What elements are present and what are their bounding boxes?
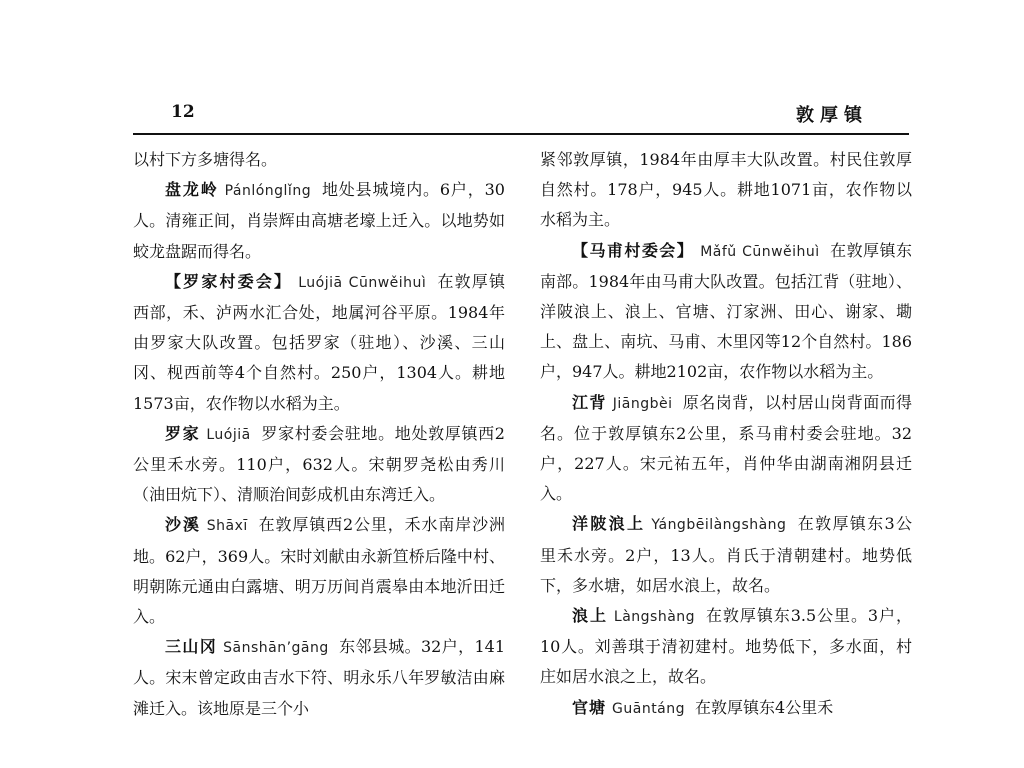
entry-pinyin: Làngshàng xyxy=(613,609,696,626)
entry-panlongling xyxy=(133,175,505,267)
entry-body: 在敦厚镇东3.5公里。3户，10人。刘善琪于清初建村。地势低下，多水面，村庄如居水浪之上，故名。 xyxy=(540,606,912,687)
entry-body: 罗家村委会驻地。地处敦厚镇西2公里禾水旁。110户，632人。宋朝罗尧松由秀川（油田炕下）、清顺治间彭成机由东湾迁入。 xyxy=(133,423,505,505)
entry-body: 在敦厚镇西部，禾、泸两水汇合处，地属河谷平原。1984年由罗家大队改置。包括罗家（驻地）、沙溪、三山冈、枧西前等4个自然村。250户，1304人。耕地1573亩，农作物以水稻为主。 xyxy=(133,271,505,413)
header-rule xyxy=(133,133,909,135)
entry-title: 沙溪 xyxy=(165,515,201,535)
entry-body: 地处县城境内。6户，30人。清雍正间，肖崇辉由高塘老壕上迁入。以地势如蛟龙盘踞而得名。 xyxy=(133,180,505,261)
entry-pinyin: Sānshān’gāng xyxy=(223,640,329,657)
entry-title: 浪上 xyxy=(572,606,608,626)
entry-sanshangang xyxy=(133,632,505,724)
entry-continuation: 紧邻敦厚镇，1984年由厚丰大队改置。村民住敦厚自然村。178户，945人。耕地1071亩，农作物以水稻为主。 xyxy=(540,150,912,230)
entry-body: 在敦厚镇东4公里禾 xyxy=(695,697,834,717)
entry-mafu-village-committee xyxy=(540,236,912,388)
entry-pinyin: Shāxī xyxy=(206,518,248,535)
entry-title: 罗家 xyxy=(165,423,201,443)
entry-body: 在敦厚镇东3公里禾水旁。2户，13人。肖氏于清朝建村。地势低下，多水塘，如居水浪上，故名。 xyxy=(540,514,912,595)
entry-body: 东邻县城。32户，141人。宋末曾定政由吉水下符、明永乐八年罗敏洁由麻滩迁入。该地原是三个小 xyxy=(133,637,505,718)
entry-title: 江背 xyxy=(572,392,607,412)
entry-jiangbei xyxy=(540,388,912,510)
entry-pinyin: Jiāngbèi xyxy=(612,395,673,412)
entry-luojia-village-committee xyxy=(133,267,505,419)
entry-body: 原名岗背，以村居山岗背面而得名。位于敦厚镇东2公里，系马甫村委会驻地。32户，227人。宋元祐五年，肖仲华由湖南湘阴县迁入。 xyxy=(540,392,912,504)
entry-guantang xyxy=(540,693,912,724)
entry-langshang xyxy=(540,601,912,693)
right-column xyxy=(540,145,912,724)
entry-title: 盘龙岭 xyxy=(165,180,219,200)
page-number: 12 xyxy=(171,102,195,122)
running-head: 敦厚镇 xyxy=(796,105,868,126)
entry-continuation: 以村下方多塘得名。 xyxy=(133,150,278,169)
entry-title: 【马甫村委会】 xyxy=(572,240,695,260)
entry-pinyin: Guāntáng xyxy=(612,700,686,717)
entry-title: 三山冈 xyxy=(165,637,218,657)
entry-luojia xyxy=(133,419,505,511)
entry-pinyin: Luójiā Cūnwěihuì xyxy=(298,274,427,291)
entry-body: 在敦厚镇东南部。1984年由马甫大队改置。包括江背（驻地）、洋陂浪上、浪上、官塘、汀家洲、田心、谢家、墈上、盘上、南坑、马甫、木里冈等12个自然村。186户，947人。耕地2102亩，农作物以水稻为主。 xyxy=(540,240,912,382)
entry-yangbeilangshang xyxy=(540,509,912,601)
entry-shaxi xyxy=(133,510,505,632)
entry-pinyin: Yángbēilàngshàng xyxy=(651,517,787,534)
entry-title: 【罗家村委会】 xyxy=(165,271,293,291)
entry-pinyin: Luójiā xyxy=(206,426,251,443)
entry-title: 官塘 xyxy=(572,697,607,717)
entry-title: 洋陂浪上 xyxy=(572,514,646,534)
entry-pinyin: Mǎfǔ Cūnwěihuì xyxy=(700,243,820,260)
left-column xyxy=(133,145,505,724)
entry-pinyin: Pánlónglǐng xyxy=(224,183,312,200)
entry-body: 在敦厚镇西2公里，禾水南岸沙洲地。62户，369人。宋时刘献由永新笪桥后隆中村、明朝陈元通由白露塘、明万历间肖震皋由本地沂田迁入。 xyxy=(133,515,505,627)
